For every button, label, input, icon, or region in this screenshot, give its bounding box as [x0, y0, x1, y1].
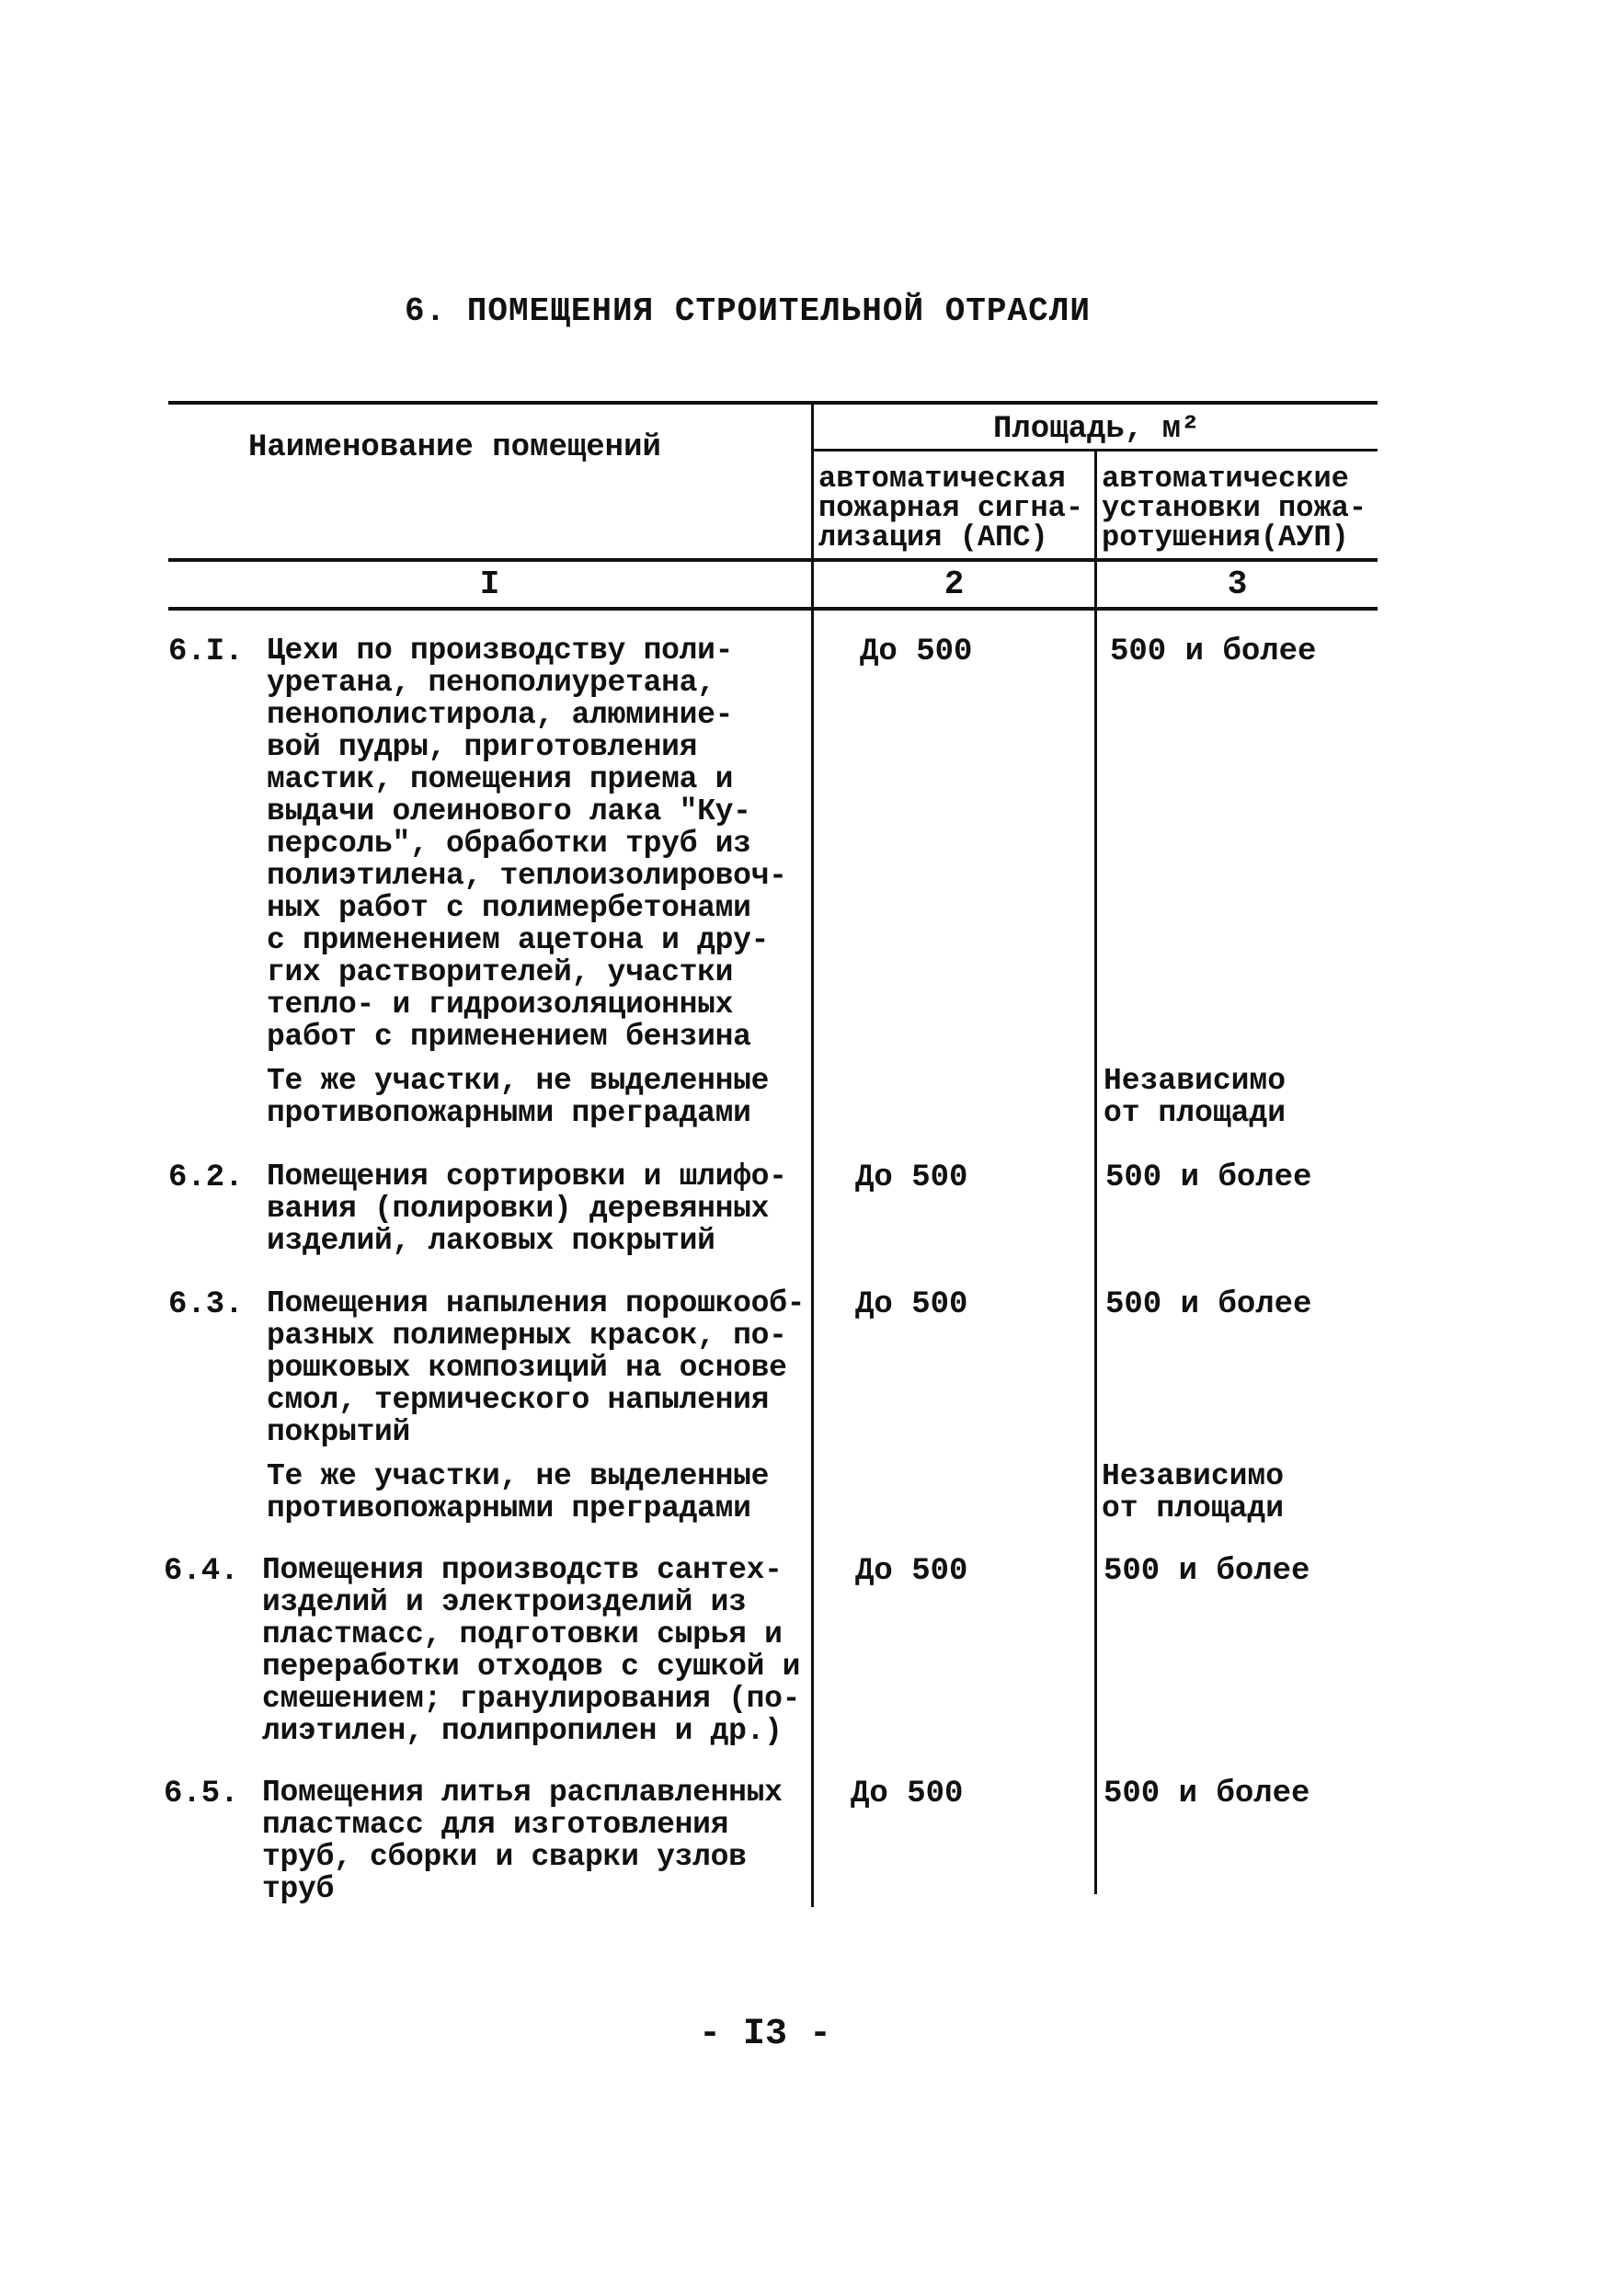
row-number: 6.5. — [164, 1777, 239, 1811]
page-title: 6. ПОМЕЩЕНИЯ СТРОИТЕЛЬНОЙ ОТРАСЛИ — [405, 292, 1091, 330]
col-divider-2 — [1094, 449, 1097, 1894]
row-name: Цехи по производству поли- уретана, пенополиуретана, пенополистирола, алюминие- вой пудры, приготовления мастик, помещения приема и выдачи олеинового лака "Ку- персоль", обработки труб из полиэтилена, теплоизолировоч- ных работ с полимербетонами с применением ацетона и дру- гих растворителей, участки тепло- и гидроизоляционных работ с применением бензина — [267, 634, 787, 1054]
row-name: Помещения сортировки и шлифо- вания (полировки) деревянных изделий, лаковых покрытий — [267, 1160, 787, 1258]
row-sub-name: Те же участки, не выделенные противопожарными преградами — [267, 1459, 770, 1525]
row-name: Помещения производств сантех- изделий и электроизделий из пластмасс, подготовки сырья и переработки отходов с сушкой и смешением; гранулирования (по- лиэтилен, полипропилен и др.) — [262, 1553, 801, 1748]
row-sub-name: Те же участки, не выделенные противопожарными преградами — [267, 1064, 770, 1130]
row-aps: До 500 — [855, 1287, 968, 1322]
row-aup: 500 и более — [1105, 1160, 1312, 1195]
row-aup: 500 и более — [1105, 1287, 1312, 1322]
row-aps: До 500 — [855, 1160, 968, 1195]
row-number: 6.3. — [168, 1287, 244, 1322]
row-number: 6.2. — [168, 1160, 244, 1195]
row-sub-aup: Независимо от площади — [1104, 1064, 1287, 1130]
row-aps: До 500 — [851, 1777, 964, 1811]
row-aup: 500 и более — [1110, 634, 1317, 669]
col-number-3: 3 — [1227, 566, 1248, 603]
header-aps: автоматическая пожарная сигна- лизация (АПС) — [818, 462, 1084, 554]
row-number: 6.I. — [168, 634, 244, 669]
row-sub-aup: Независимо от площади — [1102, 1459, 1285, 1525]
row-aps: До 500 — [855, 1554, 968, 1589]
header-name: Наименование помещений — [248, 430, 661, 465]
row-aup: 500 и более — [1104, 1554, 1310, 1589]
col-number-2: 2 — [944, 566, 965, 603]
header-bottom-rule — [168, 558, 1378, 562]
header-aup: автоматические установки пожа- ротушения(АУП) — [1102, 462, 1367, 554]
row-aup: 500 и более — [1104, 1777, 1310, 1811]
col-divider-1 — [811, 401, 814, 1907]
table-top-rule — [168, 401, 1378, 405]
row-aps: До 500 — [860, 634, 973, 669]
col-number-1: I — [479, 566, 500, 603]
row-name: Помещения литья расплавленных пластмасс для изготовления труб, сборки и сварки узлов труб — [262, 1776, 783, 1906]
page-number: - I3 - — [699, 2014, 832, 2055]
header-area: Площадь, м² — [993, 412, 1200, 447]
col-number-rule — [168, 607, 1378, 611]
row-number: 6.4. — [164, 1554, 239, 1589]
row-name: Помещения напыления порошкооб- разных полимерных красок, по- рошковых композиций на основе смол, термического напыления покрытий — [267, 1286, 806, 1449]
